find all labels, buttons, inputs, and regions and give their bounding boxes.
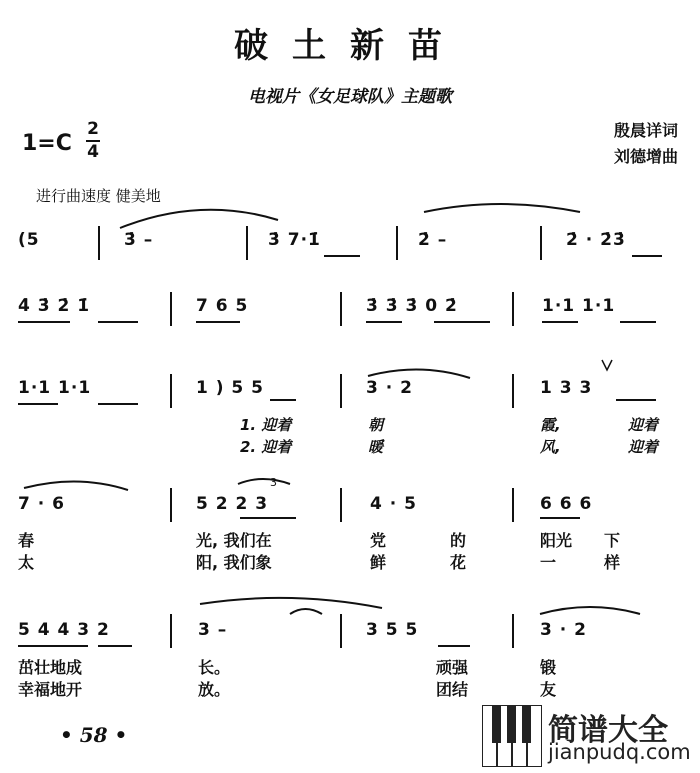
measure-notes: 3̇ 3̇ 3̇ 0 2̇	[366, 296, 458, 316]
lyric-verse-2: 暖	[368, 438, 384, 456]
slur	[368, 369, 470, 378]
measure-notes: 3 –	[198, 620, 228, 640]
slur	[540, 607, 640, 614]
slur	[290, 609, 322, 614]
lyric-verse-1: 朝	[368, 416, 384, 434]
measure-notes: 1·1 1·1	[18, 378, 92, 398]
composer-credit: 刘德增曲	[613, 147, 678, 166]
key-signature: 1=C	[22, 131, 72, 156]
measure-notes: 4 · 5	[370, 494, 417, 514]
lyric-verse-1: 顽强	[436, 658, 469, 677]
lyric-verse-2: 迎着	[628, 438, 659, 456]
lyric-verse-2: 太	[18, 553, 35, 572]
lyric-verse-2: 2. 迎着	[240, 438, 292, 456]
lyric-verse-2: 放。	[198, 680, 231, 699]
measure-notes: 1·1 1·1	[542, 296, 616, 316]
slur	[120, 210, 278, 228]
lyric-verse-2: 样	[604, 553, 621, 572]
slur	[24, 481, 128, 490]
lyricist-credit: 殷晨详词	[613, 121, 678, 140]
lyric-verse-2: 幸福地开	[18, 680, 83, 699]
lyric-verse-1: 霞,	[540, 416, 561, 434]
lyric-verse-2: 阳, 我们象	[196, 553, 272, 572]
measure-notes: 3̇ 7·1̇	[268, 230, 321, 250]
lyric-verse-1: 光, 我们在	[196, 531, 272, 550]
lyric-verse-1: 党	[370, 531, 387, 550]
measure-notes: 1 ) 5 5	[196, 378, 265, 398]
lyric-verse-2: 花	[450, 553, 467, 572]
lyric-verse-2: 团结	[436, 680, 469, 699]
lyric-verse-1: 长。	[198, 658, 231, 677]
slur	[238, 479, 290, 484]
measure-notes: 7 6 5	[196, 296, 249, 316]
measure-notes: 2̇ · 2̇3̇	[566, 230, 626, 250]
accent-mark	[602, 360, 612, 370]
triplet-mark: 3	[270, 476, 277, 489]
measure-notes: 5 4 4 3 2	[18, 620, 110, 640]
lyric-verse-1: 的	[450, 531, 467, 550]
piano-keys-icon	[482, 705, 542, 767]
tempo-marking: 进行曲速度 健美地	[36, 187, 161, 205]
page-number: • 58 •	[60, 723, 128, 747]
measure-notes: 7 · 6	[18, 494, 65, 514]
measure-notes: 3 · 2	[366, 378, 413, 398]
song-title: 破土新苗	[234, 26, 466, 66]
measure-notes: 4̇ 3̇ 2̇ 1̇	[18, 296, 91, 316]
measure-notes: (5	[18, 230, 40, 250]
lyric-verse-2: 友	[540, 680, 557, 699]
song-subtitle: 电视片《女足球队》主题歌	[248, 87, 452, 107]
watermark-name: 简谱大全	[548, 713, 668, 748]
measure-notes: 6 6 6	[540, 494, 593, 514]
measure-notes: 3̇ –	[124, 230, 154, 250]
lyric-verse-2: 一	[540, 553, 557, 572]
slur	[200, 598, 382, 608]
watermark-url: jianpudq.com	[548, 740, 691, 764]
measure-notes: 5 2 2 3	[196, 494, 269, 514]
lyric-verse-1: 下	[604, 531, 621, 550]
time-signature-top: 2	[87, 119, 99, 139]
lyric-verse-1: 迎着	[628, 416, 659, 434]
lyric-verse-2: 鲜	[370, 553, 387, 572]
lyric-verse-1: 锻	[540, 658, 557, 677]
measure-notes: 3 5 5	[366, 620, 419, 640]
lyric-verse-1: 茁壮地成	[18, 658, 83, 677]
lyric-verse-1: 阳光	[540, 531, 573, 550]
measure-notes: 3 · 2	[540, 620, 587, 640]
time-signature-bottom: 4	[87, 142, 99, 162]
lyric-verse-2: 风,	[540, 438, 561, 456]
lyric-verse-1: 春	[18, 531, 35, 550]
measure-notes: 1 3 3	[540, 378, 593, 398]
slur	[424, 204, 580, 212]
measure-notes: 2̇ –	[418, 230, 448, 250]
lyric-verse-1: 1. 迎着	[240, 416, 292, 434]
